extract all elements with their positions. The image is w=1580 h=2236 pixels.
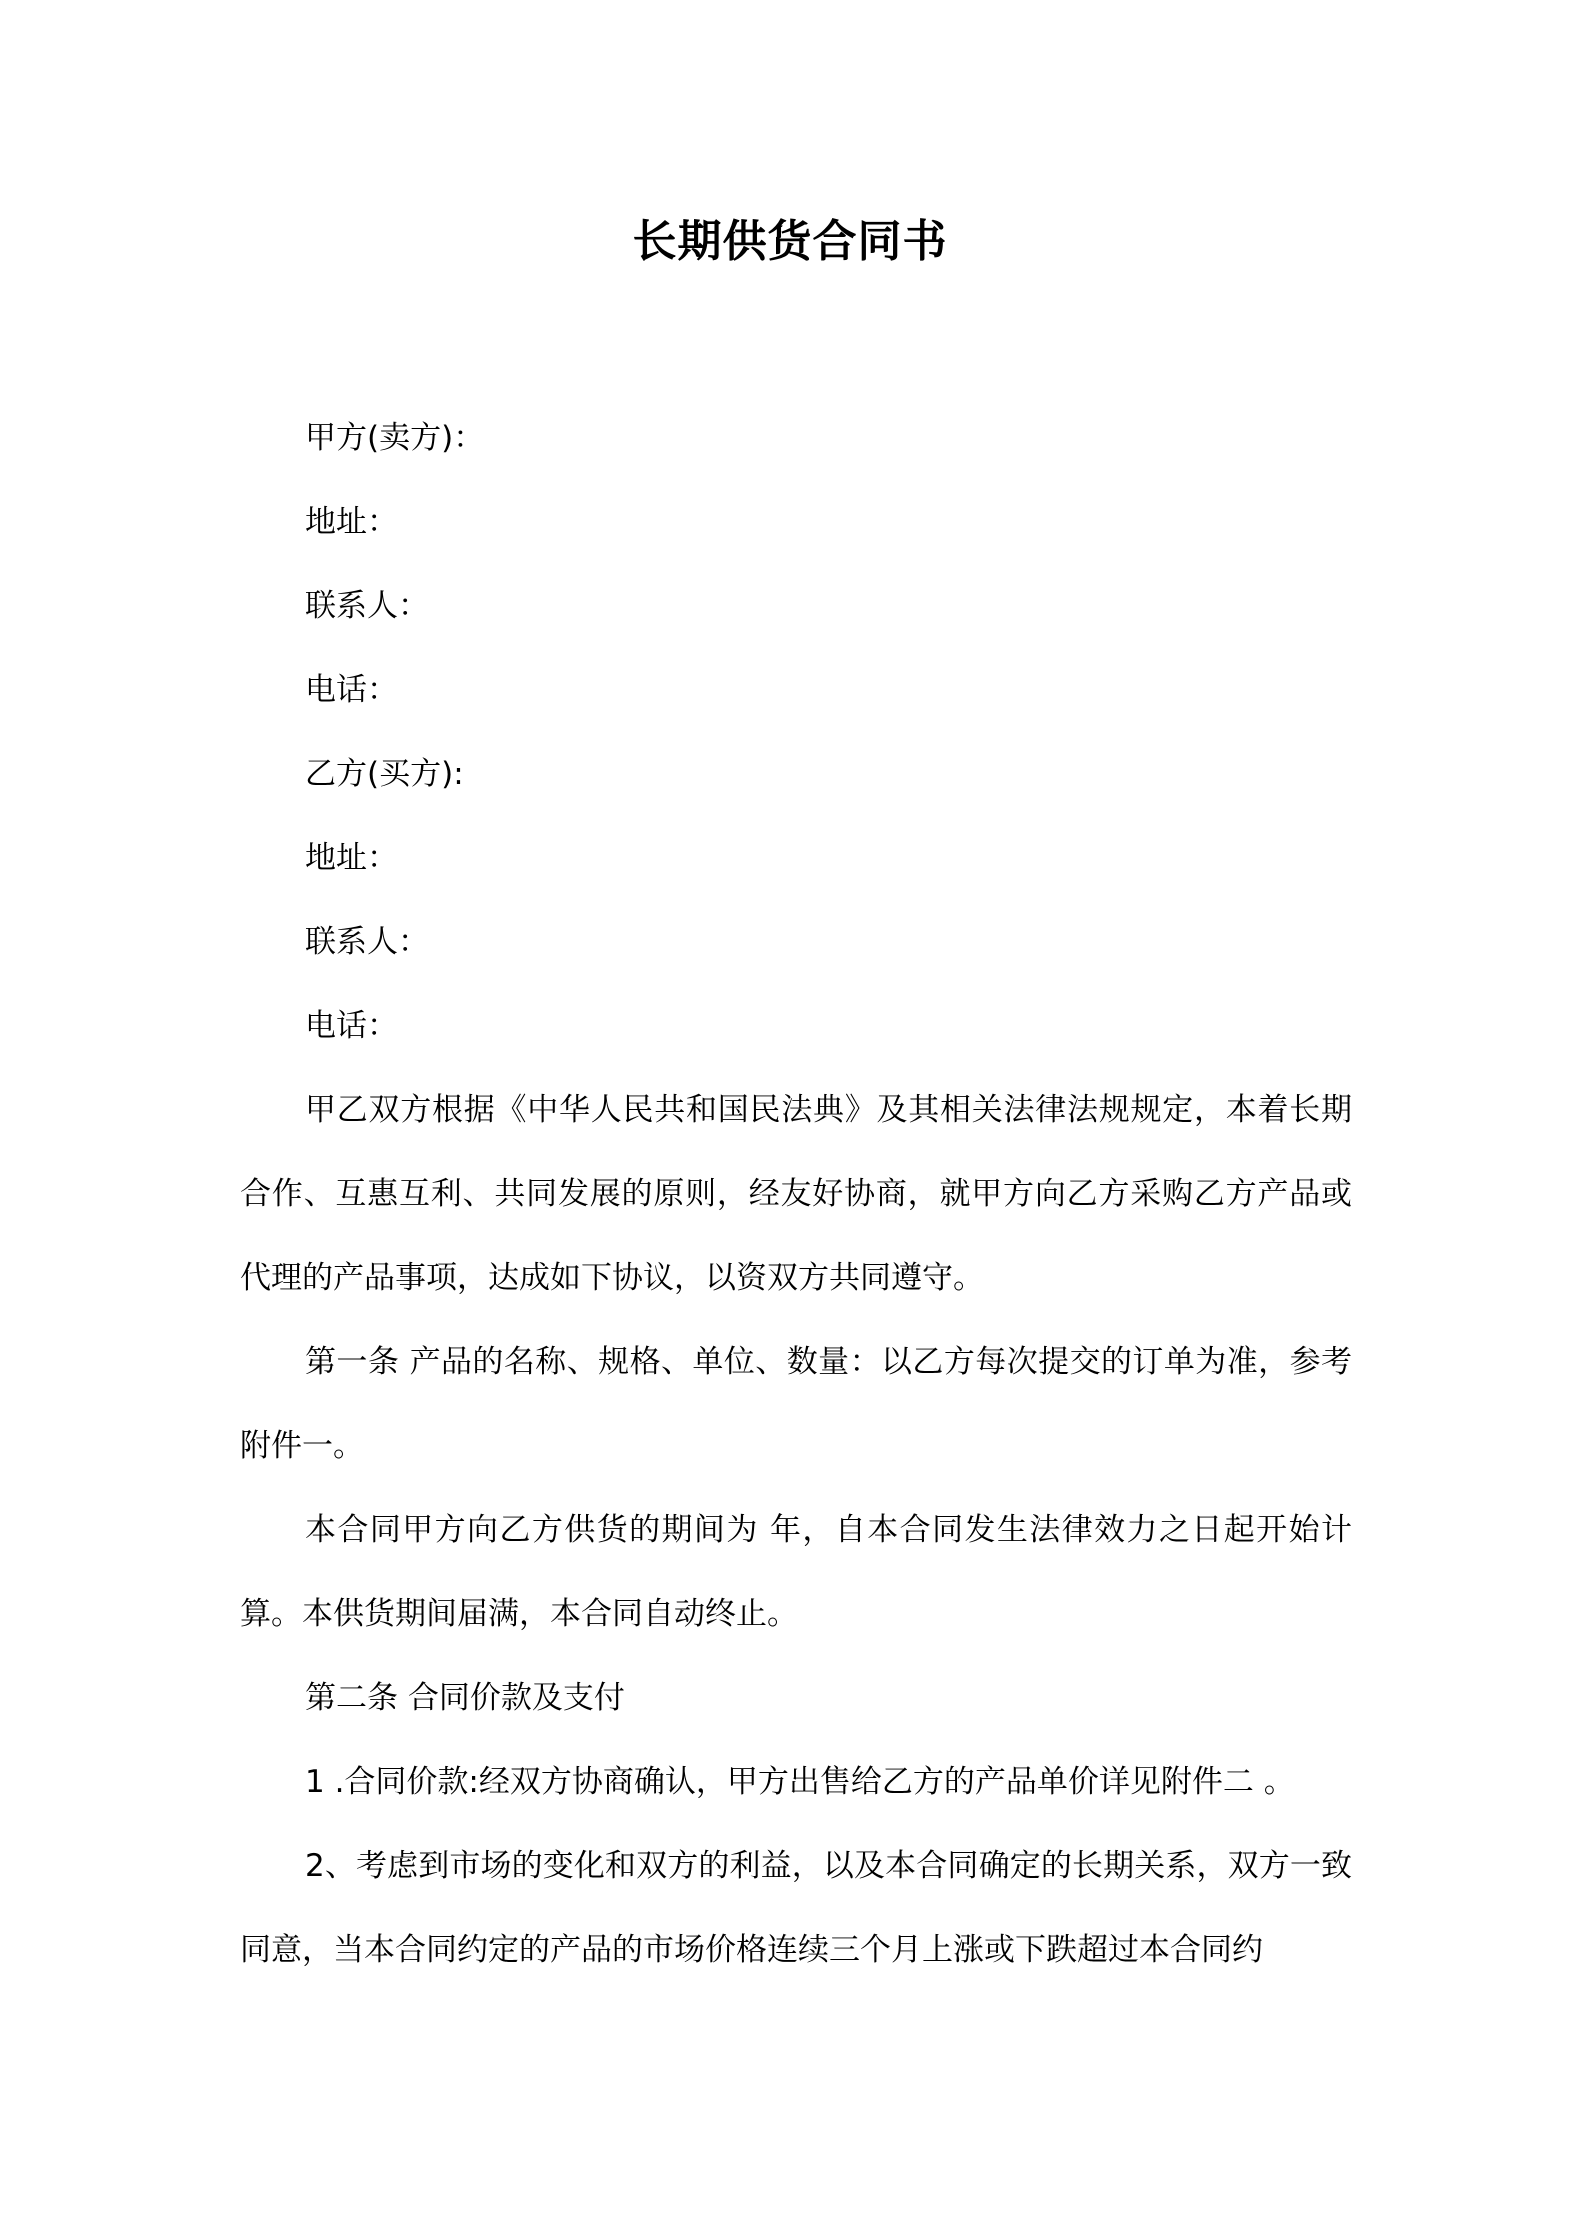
party-b-label: 乙方(买方): — [305, 756, 464, 792]
document-title: 长期供货合同书 — [632, 216, 948, 267]
party-a-address-label: 地址： — [305, 504, 398, 540]
preamble-paragraph: 甲乙双方根据《中华人民共和国民法典》及其相关法律法规规定，本着长期合作、互惠互利、共同发展的原则，经友好协商，就甲方向乙方采购乙方产品或代理的产品事项，达成如下协议，以资双方共同遵守。 — [240, 1092, 1352, 1296]
supply-period-paragraph: 本合同甲方向乙方供货的期间为 年，自本合同发生法律效力之日起开始计算。本供货期间届满，本合同自动终止。 — [240, 1512, 1352, 1632]
party-a-label: 甲方(卖方)： — [305, 420, 485, 456]
party-b-address-label: 地址： — [305, 840, 398, 876]
party-b-phone-label: 电话： — [305, 1008, 398, 1044]
contract-price-paragraph: 1 .合同价款:经双方协商确认，甲方出售给乙方的产品单价详见附件二 。 — [305, 1764, 1295, 1800]
party-a-phone-label: 电话： — [305, 672, 398, 708]
article-one-paragraph: 第一条 产品的名称、规格、单位、数量：以乙方每次提交的订单为准，参考附件一。 — [240, 1344, 1352, 1464]
party-a-contact-label: 联系人： — [305, 588, 429, 624]
price-adjustment-paragraph: 2、考虑到市场的变化和双方的利益，以及本合同确定的长期关系，双方一致同意，当本合同约定的产品的市场价格连续三个月上涨或下跌超过本合同约 — [240, 1848, 1352, 1968]
party-b-contact-label: 联系人： — [305, 924, 429, 960]
article-two-heading: 第二条 合同价款及支付 — [305, 1680, 625, 1716]
